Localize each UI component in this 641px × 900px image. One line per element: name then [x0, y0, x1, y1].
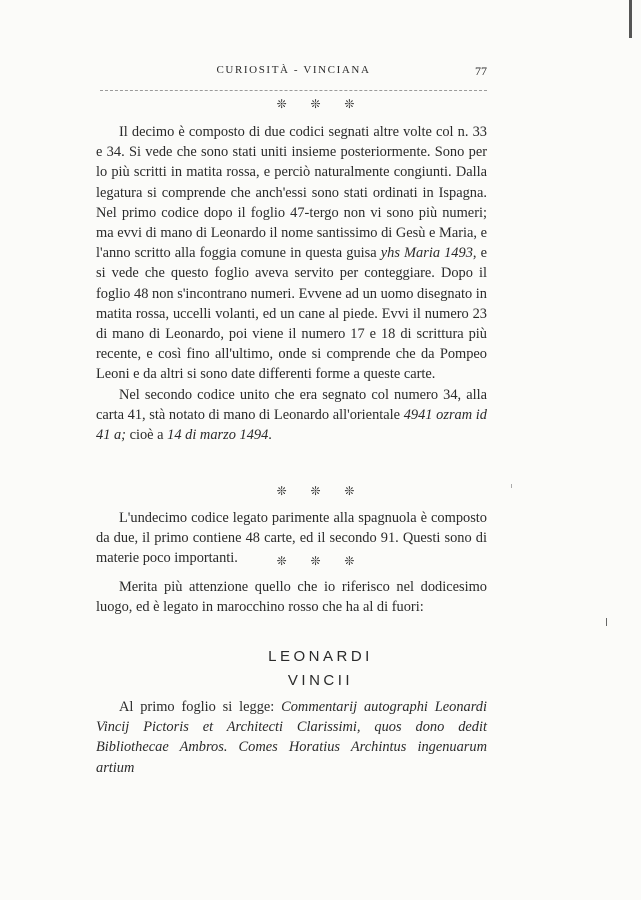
running-title: CURIOSITÀ - VINCIANA [216, 64, 371, 76]
header-rule [100, 90, 487, 91]
section-dodicesimo [96, 577, 487, 617]
section-ornament: ❊ ❊ ❊ [276, 97, 365, 111]
title-line-1: LEONARDI [268, 648, 373, 665]
page-edge-mark [629, 0, 632, 38]
margin-mark [606, 618, 607, 626]
section-ornament: ❊ ❊ ❊ [276, 484, 365, 498]
page-number: 77 [475, 64, 487, 78]
paragraph: Il decimo è composto di due codici segnati altre volte col n. 33 e 34. Si vede che sono stati uniti insieme posteriormente. Sono per lo più scritti in matita rossa, e perciò naturalmente congiunti. Dalla legatura si comprende che anch'essi sono stati ordinati in Ispagna. Nel primo codice dopo il foglio 47-tergo non vi sono più numeri; ma evvi di mano di Leonardo il nome santissimo di Gesù e Maria, e l'anno scritto alla foggia comune in questa guisa yhs Maria 1493, e si vede che questo foglio aveva servito per conteggiare. Dopo il foglio 48 non s'incontrano numeri. Evvene ad un uomo disegnato in matita rossa, uccelli volanti, ed un cane al piede. Evvi il numero 23 di mano di Leonardo, poi viene il numero 17 e 18 di scrittura più recente, e così fino all'ultimo, onde si comprende che da Pompeo Leoni e da altri si sono date differenti forme a queste carte. [96, 124, 487, 383]
paragraph: Al primo foglio si legge: Commentarij autographi Leonardi Vincij Pictoris et Architecti Clarissimi, quos dono dedit Bibliothecae Ambros. Comes Horatius Archintus ingenuarum artium [96, 699, 487, 776]
margin-mark [511, 484, 512, 488]
section-ornament: ❊ ❊ ❊ [276, 554, 365, 568]
title-line-2: VINCII [287, 672, 354, 689]
paragraph: Merita più attenzione quello che io riferisco nel dodicesimo luogo, ed è legato in marocchino rosso che ha al di fuori: [96, 579, 487, 616]
italic-date: 14 di marzo 1494 [167, 427, 269, 444]
italic-inscription: yhs Maria 1493 [380, 245, 473, 262]
paragraph: Nel secondo codice unito che era segnato col numero 34, alla carta 41, stà notato di mano di Leonardo all'orientale 4941 ozram id 41 a; cioè a 14 di marzo 1494. [96, 386, 487, 444]
italic-quotation: Commentarij autographi Leonardi Vincij Pictoris et Architecti Clarissimi, quos dono dedit Bibliothecae Ambros. Comes Horatius Archintus ingenuarum artium [96, 699, 487, 776]
section-closing [96, 697, 487, 778]
paragraph: L'undecimo codice legato parimente alla spagnuola è composto da due, il primo contiene 48 carte, ed il secondo 91. Questi sono di materie poco importanti. [96, 510, 487, 567]
section-decimo [96, 122, 487, 445]
italic-inscription: 4941 ozram id 41 a; [96, 406, 487, 444]
page-header [100, 64, 487, 84]
